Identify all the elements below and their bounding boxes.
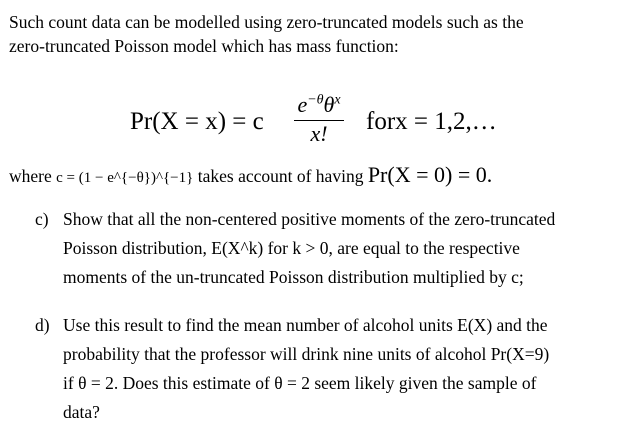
- question-d: [35, 311, 635, 427]
- intro-paragraph: [9, 10, 634, 58]
- question-line: if θ = 2. Does this estimate of θ = 2 seem likely given the sample of: [63, 373, 537, 393]
- intro-line-2: zero-truncated Poisson model which has mass function:: [9, 36, 399, 56]
- question-line: probability that the professor will drink nine units of alcohol Pr(X=9): [63, 344, 550, 364]
- equation-rhs: forx = 1,2,…: [366, 108, 497, 135]
- question-label: c): [35, 209, 49, 229]
- question-line: Show that all the non-centered positive moments of the zero-truncated: [63, 209, 556, 229]
- zero-probability-condition: Pr(X = 0) = 0.: [367, 162, 493, 187]
- question-c: [35, 205, 635, 292]
- equation-fraction: [292, 92, 346, 147]
- question-line: Use this result to find the mean number of alcohol units E(X) and the: [63, 315, 548, 335]
- question-label: d): [35, 315, 50, 335]
- where-prefix: where: [9, 166, 52, 186]
- question-line: Poisson distribution, E(X^k) for k > 0, are equal to the respective: [63, 238, 520, 258]
- c-definition: c = (1 − e^{−θ})^{−1}: [56, 170, 194, 186]
- question-line: moments of the un-truncated Poisson distribution multiplied by c;: [63, 267, 524, 287]
- equation-lhs: Pr(X = x) = c: [130, 108, 264, 135]
- intro-line-1: Such count data can be modelled using zero-truncated models such as the: [9, 12, 524, 32]
- equation-denominator: x!: [310, 121, 328, 146]
- question-line: data?: [63, 402, 100, 422]
- mass-function-equation: [130, 92, 530, 156]
- where-middle: takes account of having: [197, 166, 364, 186]
- equation-numerator: $e^{-\theta}\theta^x$: [297, 92, 341, 117]
- normalising-constant-line: [9, 162, 492, 188]
